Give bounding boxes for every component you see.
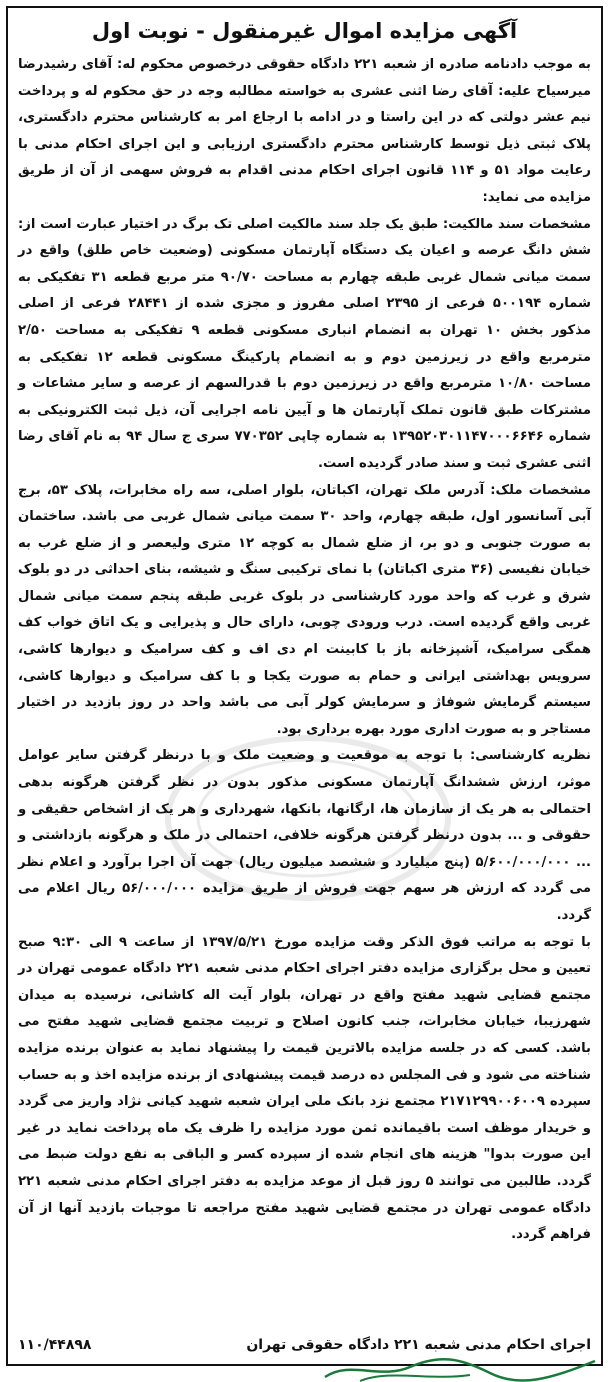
property-specs-paragraph: مشخصات ملک: آدرس ملک تهران، اکباتان، بلوار اصلی، سه راه مخابرات، پلاک ۵۳، برج آبی آسانسور اول، طبقه چهارم، واحد ۳۰ سمت میانی شمال غربی می باشد. ساختمان به صورت جنوبی و دو بر، از ضلع شمال به کوچه ۱۲ متری ولیعصر و از ضلع غرب به خیابان نفیسی (۳۶ متری اکباتان) با نمای ترکیبی سنگ و شیشه، بنای احداثی در دو بلوک شرق و غرب که واحد مورد کارشناسی در بلوک غربی طبقه پنجم سمت میانی شمال غربی واقع گردیده است. درب ورودی چوبی، دارای حال و پذیرایی و یک اتاق خواب کف همگی سرامیک، آشپزخانه باز با کابینت ام دی اف و کف سرامیک و دیوارها کاشی، سرویس بهداشتی ایرانی و حمام به صورت یکجا و با کف سرامیک و دیوارها کاشی، سیستم گرمایش شوفاژ و سرمایش کولر آبی می باشد واحد در روز بازدید در اختیار مستاجر و به صورت اداری مورد بهره برداری بود. — [18, 482, 591, 737]
handwritten-scribble-icon — [320, 1355, 600, 1382]
auction-details-paragraph: با توجه به مراتب فوق الذکر وقت مزایده مورخ ۱۳۹۷/۵/۲۱ از ساعت ۹ الی ۹:۳۰ صبح تعیین و محل برگزاری مزایده دفتر اجرای احکام مدنی شعبه ۲۲۱ دادگاه عمومی تهران در مجتمع قضایی شهید مفتح واقع در تهران، بلوار آیت اله کاشانی، نرسیده به میدان شهرزیبا، خیابان مخابرات، جنب کانون اصلاح و تربیت مجتمع قضایی شهید مفتح می باشد. کسی که در جلسه مزایده بالاترین قیمت را پیشنهاد نماید به عنوان برنده مزایده شناخته می شود و فی المجلس ده درصد قیمت پیشنهادی از برنده مزایده اخذ و به حساب سپرده ۲۱۷۱۲۹۹۰۰۶۰۰۹ مجتمع نزد بانک ملی ایران شعبه شهید کیانی نژاد واریز می گردد و خریدار موظف است باقیمانده ثمن مورد مزایده را ظرف یک ماه پرداخت نماید در غیر این صورت بدوا" هزینه های انجام شده از سپرده کسر و الباقی به نفع دولت ضبط می گردد. طالبین می توانند ۵ روز قبل از موعد مزایده به دفتر اجرای احکام مدنی شعبه ۲۲۱ دادگاه عمومی تهران در مجتمع قضایی شهید مفتح مراجعه تا موجبات بازدید آنها از آن فراهم گردد. — [18, 934, 591, 1243]
notice-code: ۱۱۰/۴۴۸۹۸ — [18, 1337, 92, 1353]
issuer-label: اجرای احکام مدنی شعبه ۲۲۱ دادگاه حقوقی تهران — [246, 1337, 591, 1353]
intro-paragraph: به موجب دادنامه صادره از شعبه ۲۲۱ دادگاه حقوقی درخصوص محکوم له: آقای رشیدرضا میرسیاح علیه: آقای رضا اثنی عشری به خواسته مطالبه وجه در حق محکوم له و پرداخت نیم عشر دولتی که در این راستا و در ادامه با ارجاع امر به کارشناس محترم دادگستری، پلاک ثبتی ذیل توسط کارشناس محترم دادگستری ارزیابی و این اجرای احکام مدنی با رعایت مواد ۵۱ و ۱۱۴ قانون اجرای احکام مدنی اقدام به فروش سهمی از آن از طریق مزایده می نماید: — [18, 57, 591, 205]
notice-title: آگهی مزایده اموال غیرمنقول - نوبت اول — [91, 19, 518, 43]
expert-opinion-paragraph: نظریه کارشناسی: با توجه به موقعیت و وضعیت ملک و با درنظر گرفتن سایر عوامل موثر، ارزش ششدانگ آپارتمان مسکونی مذکور بدون در نظر گرفتن هرگونه بدهی احتمالی به هر یک از سازمان ها، ارگانها، بانکها، شهرداری و هر یک از اشخاص حقیقی و حقوقی و ... بدون درنظر گرفتن هرگونه خلافی، احتمالی در ملک و هرگونه بازداشتی و ... ۵/۶۰۰/۰۰۰/۰۰۰ (پنج میلیارد و ششصد میلیون ریال) جهت آن اجرا برآورد و اعلام نظر می گردد که ارزش هر سهم جهت فروش از طریق مزایده ۵۶/۰۰۰/۰۰۰ ریال اعلام می گردد. — [18, 748, 591, 923]
deed-specs-paragraph: مشخصات سند مالکیت: طبق یک جلد سند مالکیت اصلی تک برگ در اختیار عبارت است از: شش دانگ عرصه و اعیان یک دستگاه آپارتمان مسکونی (وضعیت خاص طلق) واقع در سمت میانی شمال غربی طبقه چهارم به مساحت ۹۰/۷۰ متر مربع قطعه ۳۱ تفکیکی به شماره ۵۰۰۱۹۴ فرعی از ۲۳۹۵ اصلی مفروز و مجزی شده از ۲۸۴۴۱ فرعی از اصلی مذکور بخش ۱۰ تهران به انضمام انباری مسکونی قطعه ۹ تفکیکی به مساحت ۲/۵۰ مترمربع واقع در زیرزمین دوم و به انضمام پارکینگ مسکونی قطعه ۱۲ تفکیکی به مساحت ۱۰/۸۰ مترمربع واقع در زیرزمین دوم با قدرالسهم از عرصه و سایر مشاعات و مشترکات طبق قانون تملک آپارتمان ها و آیین نامه اجرایی آن، ذیل ثبت الکترونیکی به شماره ۱۳۹۵۲۰۳۰۱۱۴۷۰۰۰۶۶۴۶ به شماره چاپی ۷۷۰۳۵۲ سری ج سال ۹۴ به نام آقای رضا اثنی عشری ثبت و سند صادر گردیده است. — [18, 216, 592, 471]
auction-notice — [6, 6, 603, 1366]
